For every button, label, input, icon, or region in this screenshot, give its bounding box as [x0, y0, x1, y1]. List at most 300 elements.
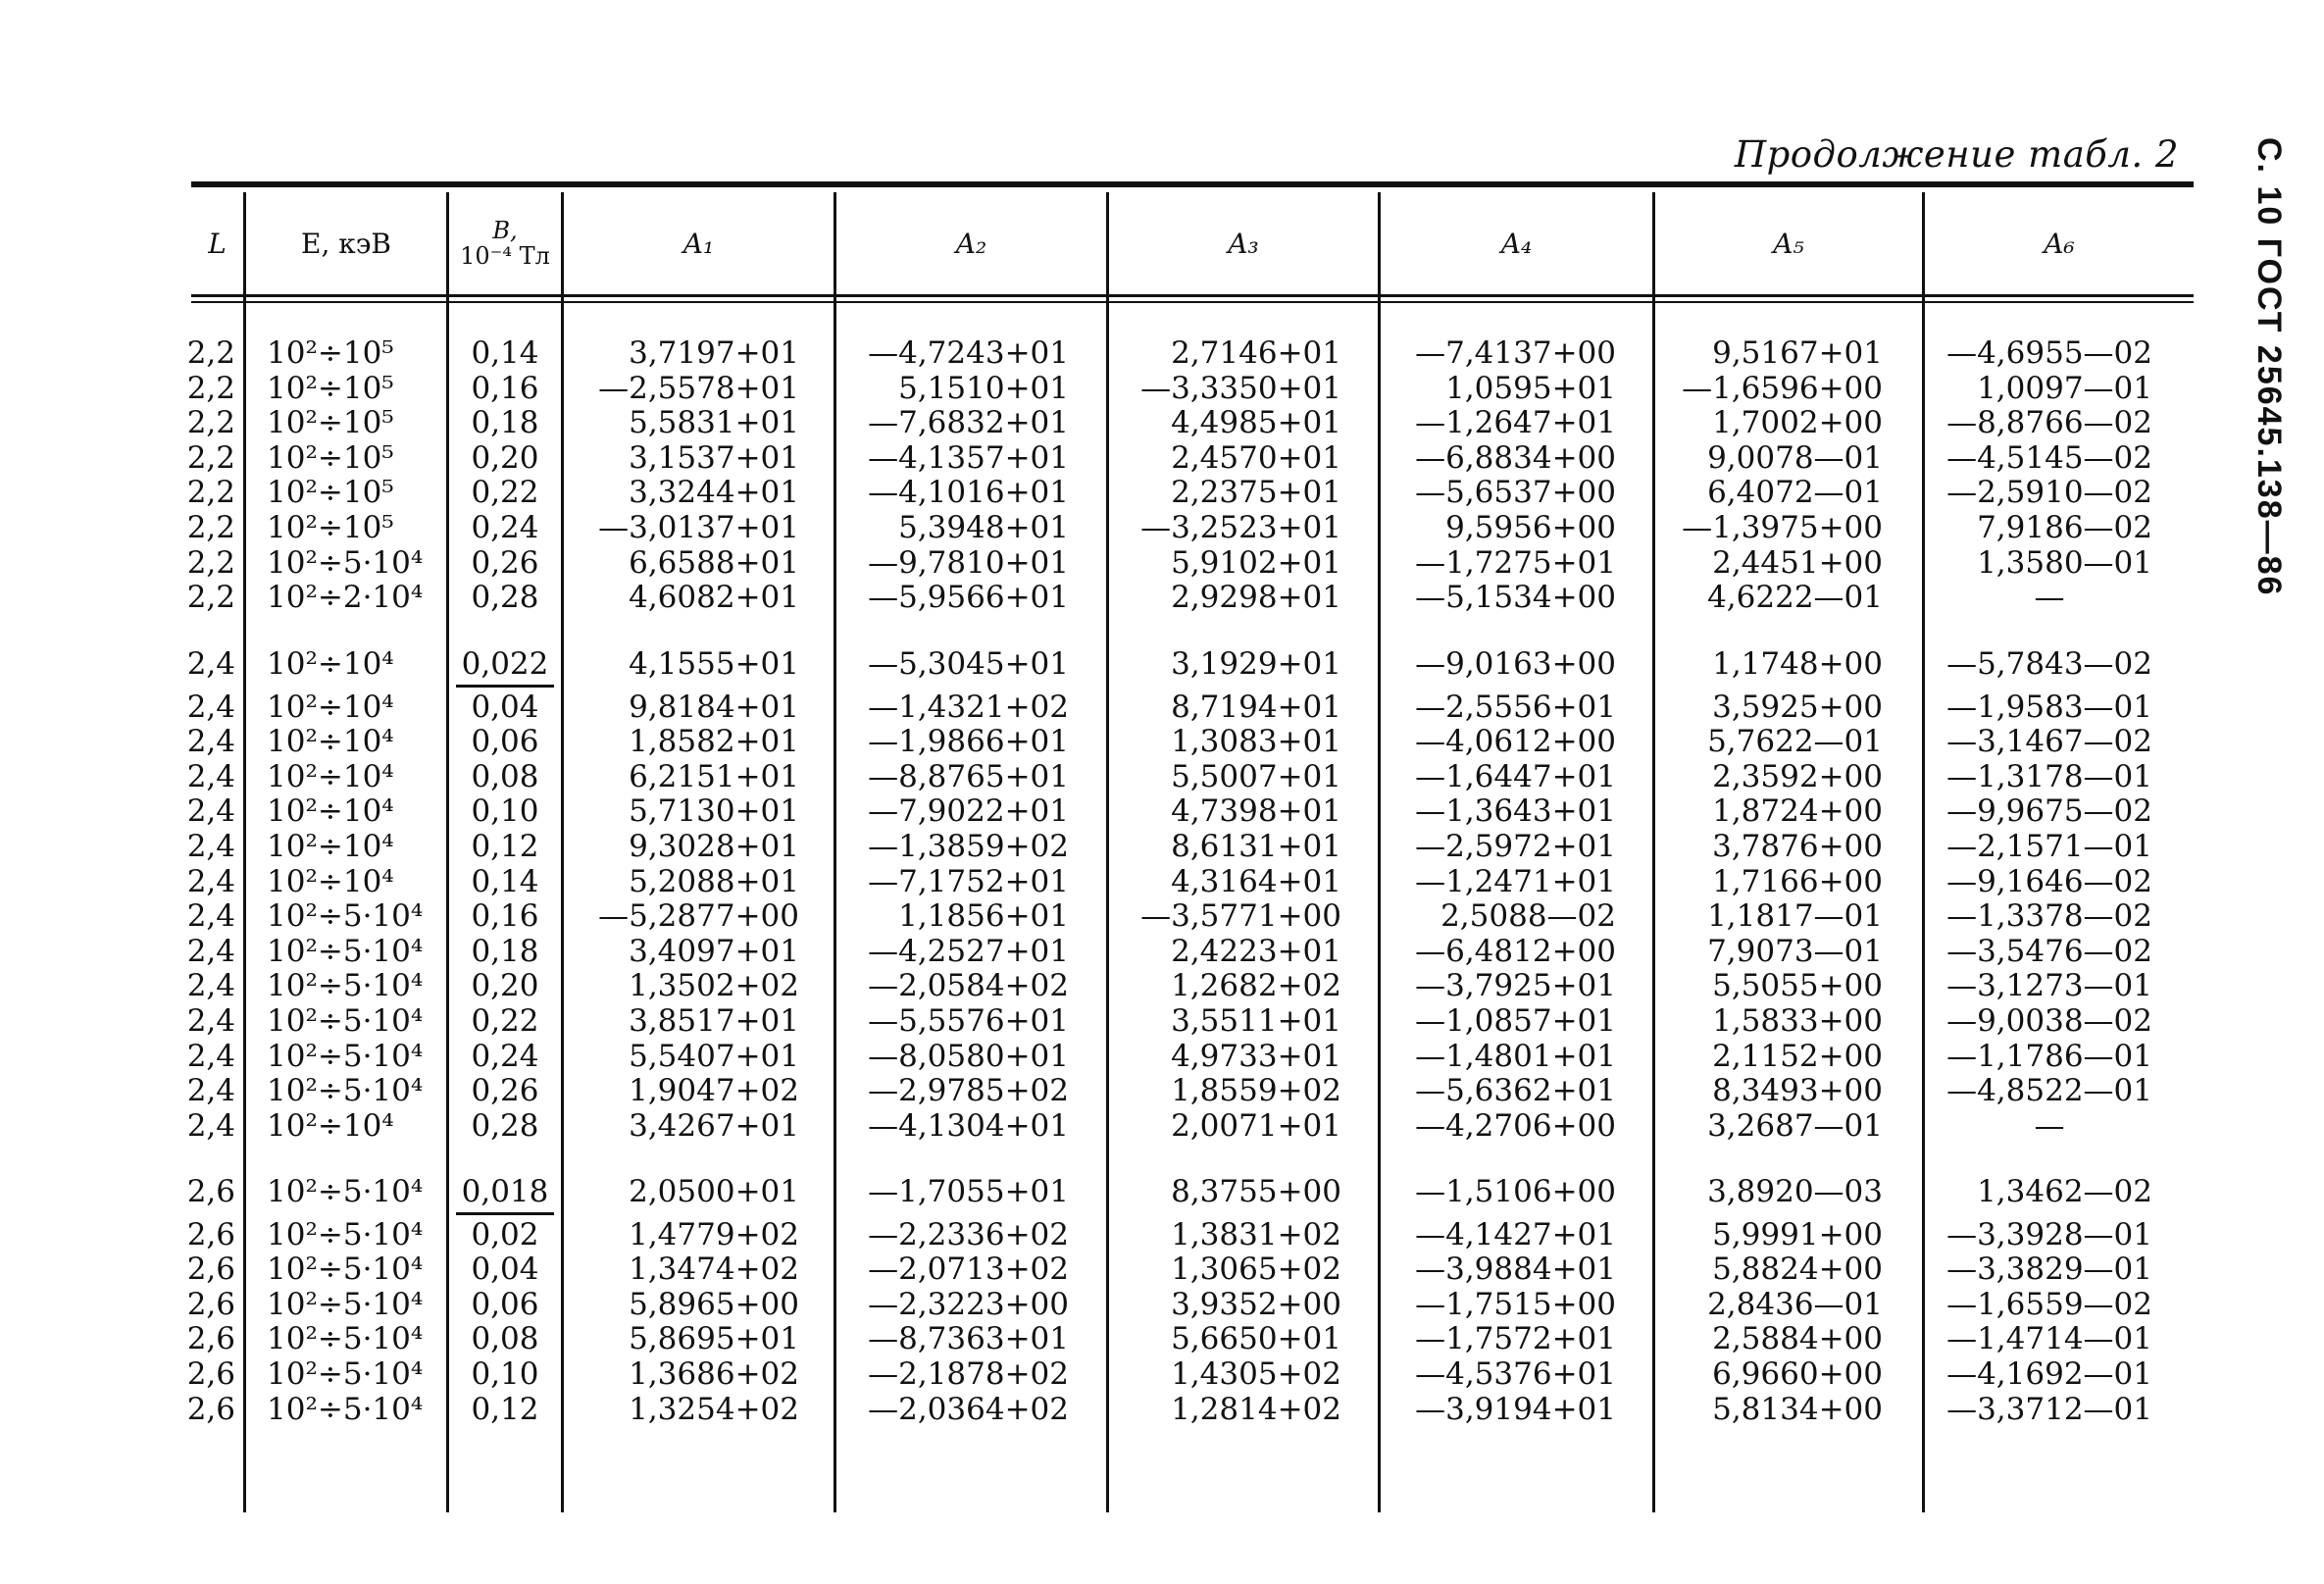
cell-A2: —4,7243+01: [868, 335, 1069, 371]
cell-A2: —2,0364+02: [868, 1392, 1069, 1427]
cell-A4: —4,2706+00: [1415, 1108, 1616, 1144]
cell-E: 10²÷5·10⁴: [267, 968, 424, 1003]
table-row: [0, 581, 2324, 615]
table-row: [0, 794, 2324, 829]
cell-A1: 5,5831+01: [629, 405, 799, 440]
cell-A1: 4,1555+01: [629, 646, 799, 682]
cell-B: 0,18: [471, 405, 539, 440]
cell-A4: —4,0612+00: [1415, 724, 1616, 759]
header-L-label: L: [208, 227, 227, 260]
cell-E: 10²÷10⁵: [267, 510, 394, 545]
header-L: [191, 192, 243, 294]
cell-A6: —3,3712—01: [1946, 1392, 2152, 1427]
cell-A3: —3,3350+01: [1140, 371, 1341, 406]
cell-A1: 3,1537+01: [629, 440, 799, 476]
cell-A4: 1,0595+01: [1445, 371, 1616, 406]
cell-A5: 3,8920—03: [1707, 1174, 1883, 1209]
cell-A5: 2,1152+00: [1712, 1039, 1883, 1074]
page-standard-reference: С. 10 ГОСТ 25645.138—86: [2250, 137, 2288, 597]
cell-L: 2,4: [186, 864, 235, 899]
table-row: [0, 441, 2324, 476]
cell-A2: —2,0584+02: [868, 968, 1069, 1003]
cell-A4: 9,5956+00: [1445, 510, 1616, 545]
cell-A2: —9,7810+01: [868, 545, 1069, 581]
cell-A1: 2,0500+01: [629, 1174, 799, 1209]
cell-L: 2,4: [186, 1039, 235, 1074]
cell-A5: 6,4072—01: [1707, 475, 1883, 510]
table-row: [0, 1357, 2324, 1392]
cell-L: 2,4: [186, 1108, 235, 1144]
cell-A5: 3,5925+00: [1712, 690, 1883, 725]
cell-A1: 4,6082+01: [629, 580, 799, 615]
cell-E: 10²÷5·10⁴: [267, 1252, 424, 1287]
cell-B: 0,04: [471, 1252, 539, 1287]
cell-A3: 5,6650+01: [1171, 1321, 1341, 1356]
cell-A1: —3,0137+01: [598, 510, 799, 545]
header-bottom-rule-secondary: [191, 301, 2194, 303]
cell-B: 0,28: [471, 580, 539, 615]
cell-E: 10²÷5·10⁴: [267, 1321, 424, 1356]
cell-B: 0,26: [471, 545, 539, 581]
cell-A6: —4,5145—02: [1946, 440, 2152, 476]
cell-E: 10²÷10⁴: [267, 829, 394, 864]
cell-A5: 5,7622—01: [1707, 724, 1883, 759]
cell-A1: 1,3474+02: [629, 1252, 799, 1287]
header-E-label: E, кэВ: [301, 227, 391, 260]
cell-A4: —1,7275+01: [1415, 545, 1616, 581]
cell-L: 2,4: [186, 829, 235, 864]
cell-A5: 1,5833+00: [1712, 1003, 1883, 1039]
cell-B: 0,18: [471, 934, 539, 969]
cell-B: 0,14: [471, 864, 539, 899]
cell-E: 10²÷10⁴: [267, 724, 394, 759]
cell-E: 10²÷5·10⁴: [267, 934, 424, 969]
cell-A3: 1,3083+01: [1171, 724, 1341, 759]
cell-A5: 3,7876+00: [1712, 829, 1883, 864]
header-B-unit: 10⁻⁴ Тл: [460, 242, 550, 270]
cell-A6: —: [2034, 580, 2065, 615]
cell-A3: 3,1929+01: [1171, 646, 1341, 682]
cell-E: 10²÷5·10⁴: [267, 545, 424, 581]
cell-A2: —8,7363+01: [868, 1321, 1069, 1356]
cell-A5: 1,1817—01: [1707, 898, 1883, 934]
cell-A4: —6,8834+00: [1415, 440, 1616, 476]
cell-E: 10²÷10⁴: [267, 759, 394, 794]
cell-L: 2,4: [186, 898, 235, 934]
cell-A4: —1,2471+01: [1415, 864, 1616, 899]
cell-A5: 1,7166+00: [1712, 864, 1883, 899]
cell-A3: 8,3755+00: [1171, 1174, 1341, 1209]
table-top-rule: [191, 181, 2194, 187]
table-row: [0, 1004, 2324, 1039]
cell-A4: —2,5556+01: [1415, 690, 1616, 725]
cell-A3: 2,7146+01: [1171, 335, 1341, 371]
cell-A1: 3,4097+01: [629, 934, 799, 969]
cell-L: 2,4: [186, 934, 235, 969]
cell-A2: —4,1357+01: [868, 440, 1069, 476]
cell-B: 0,12: [471, 829, 539, 864]
table-row: [0, 899, 2324, 934]
cell-A4: —7,4137+00: [1415, 335, 1616, 371]
cell-A1: 6,6588+01: [629, 545, 799, 581]
cell-A6: —3,3928—01: [1946, 1217, 2152, 1252]
cell-A1: 1,4779+02: [629, 1217, 799, 1252]
cell-E: 10²÷10⁵: [267, 371, 394, 406]
cell-A3: 3,5511+01: [1171, 1003, 1341, 1039]
cell-B: 0,24: [471, 1039, 539, 1074]
cell-L: 2,2: [186, 580, 235, 615]
cell-A5: 8,3493+00: [1712, 1073, 1883, 1108]
cell-A5: 1,1748+00: [1712, 646, 1883, 682]
cell-A4: —9,0163+00: [1415, 646, 1616, 682]
header-A1: [564, 192, 834, 294]
cell-A4: 2,5088—02: [1440, 898, 1616, 934]
cell-A6: —9,0038—02: [1946, 1003, 2152, 1039]
cell-A2: —2,1878+02: [868, 1356, 1069, 1392]
cell-L: 2,6: [186, 1174, 235, 1209]
cell-A5: —1,6596+00: [1682, 371, 1883, 406]
cell-E: 10²÷10⁵: [267, 475, 394, 510]
cell-A1: 9,3028+01: [629, 829, 799, 864]
cell-A3: 1,2814+02: [1171, 1392, 1341, 1427]
cell-A4: —1,3643+01: [1415, 793, 1616, 829]
cell-E: 10²÷5·10⁴: [267, 1039, 424, 1074]
table-row: [0, 725, 2324, 759]
cell-A1: —2,5578+01: [598, 371, 799, 406]
cell-A5: 5,8134+00: [1712, 1392, 1883, 1427]
cell-B: 0,14: [471, 335, 539, 371]
table-row: [0, 647, 2324, 682]
cell-B: 0,16: [471, 371, 539, 406]
cell-A1: 3,7197+01: [629, 335, 799, 371]
cell-A6: —2,5910—02: [1946, 475, 2152, 510]
cell-A5: 2,5884+00: [1712, 1321, 1883, 1356]
cell-A2: —4,1304+01: [868, 1108, 1069, 1144]
cell-L: 2,2: [186, 475, 235, 510]
cell-A3: 2,2375+01: [1171, 475, 1341, 510]
cell-A2: 5,1510+01: [898, 371, 1069, 406]
cell-B: 0,22: [471, 475, 539, 510]
cell-B: 0,08: [471, 1321, 539, 1356]
cell-A3: 2,4570+01: [1171, 440, 1341, 476]
header-E: [246, 192, 446, 294]
cell-A1: —5,2877+00: [598, 898, 799, 934]
header-A4: [1381, 192, 1652, 294]
table-row: [0, 1074, 2324, 1108]
cell-A6: —1,6559—02: [1946, 1287, 2152, 1322]
cell-A6: 1,3580—01: [1977, 545, 2152, 581]
cell-E: 10²÷5·10⁴: [267, 1174, 424, 1209]
cell-A4: —6,4812+00: [1415, 934, 1616, 969]
cell-A2: —2,9785+02: [868, 1073, 1069, 1108]
cell-L: 2,4: [186, 690, 235, 725]
cell-A1: 1,9047+02: [629, 1073, 799, 1108]
table-row: [0, 1109, 2324, 1144]
cell-A6: —4,8522—01: [1946, 1073, 2152, 1108]
header-A6: [1925, 192, 2194, 294]
cell-A6: —3,1273—01: [1946, 968, 2152, 1003]
cell-A5: 3,2687—01: [1707, 1108, 1883, 1144]
cell-A5: 6,9660+00: [1712, 1356, 1883, 1392]
table-row: [0, 372, 2324, 406]
cell-A1: 5,5407+01: [629, 1039, 799, 1074]
cell-A1: 3,4267+01: [629, 1108, 799, 1144]
table-row: [0, 546, 2324, 581]
header-A3-label: A₃: [1228, 227, 1259, 260]
header-A2: [836, 192, 1106, 294]
cell-A1: 5,2088+01: [629, 864, 799, 899]
cell-A6: —1,3378—02: [1946, 898, 2152, 934]
cell-L: 2,4: [186, 1073, 235, 1108]
table-row: [0, 511, 2324, 545]
cell-A2: —7,9022+01: [868, 793, 1069, 829]
cell-A1: 6,2151+01: [629, 759, 799, 794]
cell-A5: 5,5055+00: [1712, 968, 1883, 1003]
cell-A6: —5,7843—02: [1946, 646, 2152, 682]
cell-A4: —1,7515+00: [1415, 1287, 1616, 1322]
cell-L: 2,6: [186, 1392, 235, 1427]
cell-A3: 1,8559+02: [1171, 1073, 1341, 1108]
cell-A3: 1,3831+02: [1171, 1217, 1341, 1252]
cell-A3: 1,4305+02: [1171, 1356, 1341, 1392]
cell-A3: 8,7194+01: [1171, 690, 1341, 725]
cell-A2: —2,2336+02: [868, 1217, 1069, 1252]
cell-B: 0,10: [471, 793, 539, 829]
table-row: [0, 406, 2324, 440]
cell-E: 10²÷5·10⁴: [267, 898, 424, 934]
cell-A6: 7,9186—02: [1977, 510, 2152, 545]
cell-E: 10²÷10⁵: [267, 440, 394, 476]
cell-A6: —9,1646—02: [1946, 864, 2152, 899]
cell-B: 0,24: [471, 510, 539, 545]
cell-B: 0,06: [471, 1287, 539, 1322]
cell-A5: 7,9073—01: [1707, 934, 1883, 969]
cell-E: 10²÷10⁵: [267, 405, 394, 440]
table-row: [0, 935, 2324, 969]
cell-L: 2,4: [186, 759, 235, 794]
cell-A6: 1,3462—02: [1977, 1174, 2152, 1209]
table-row: [0, 969, 2324, 1003]
cell-A6: —1,4714—01: [1946, 1321, 2152, 1356]
cell-A6: —9,9675—02: [1946, 793, 2152, 829]
cell-B: 0,22: [471, 1003, 539, 1039]
cell-A4: —1,2647+01: [1415, 405, 1616, 440]
table-row: [0, 1252, 2324, 1287]
cell-A4: —1,4801+01: [1415, 1039, 1616, 1074]
table-row: [0, 690, 2324, 725]
cell-B: 0,04: [471, 690, 539, 725]
cell-A2: —8,0580+01: [868, 1039, 1069, 1074]
cell-A2: —4,1016+01: [868, 475, 1069, 510]
cell-A5: 5,9991+00: [1712, 1217, 1883, 1252]
cell-A5: 2,4451+00: [1712, 545, 1883, 581]
cell-A1: 5,8965+00: [629, 1287, 799, 1322]
cell-B: 0,018: [461, 1174, 549, 1209]
cell-E: 10²÷10⁴: [267, 1108, 394, 1144]
cell-A6: —2,1571—01: [1946, 829, 2152, 864]
cell-A6: —1,1786—01: [1946, 1039, 2152, 1074]
header-B-symbol: B,: [492, 217, 518, 244]
table-row: [0, 1393, 2324, 1427]
cell-A1: 1,3254+02: [629, 1392, 799, 1427]
cell-A3: 2,0071+01: [1171, 1108, 1341, 1144]
cell-A5: —1,3975+00: [1682, 510, 1883, 545]
header-A3: [1109, 192, 1378, 294]
cell-A5: 1,7002+00: [1712, 405, 1883, 440]
cell-L: 2,6: [186, 1287, 235, 1322]
cell-A3: 1,3065+02: [1171, 1252, 1341, 1287]
cell-E: 10²÷5·10⁴: [267, 1003, 424, 1039]
cell-A4: —3,7925+01: [1415, 968, 1616, 1003]
cell-L: 2,2: [186, 440, 235, 476]
cell-A4: —3,9884+01: [1415, 1252, 1616, 1287]
cell-A3: 5,5007+01: [1171, 759, 1341, 794]
table-row: [0, 865, 2324, 899]
table-row: [0, 1288, 2324, 1322]
cell-A1: 1,8582+01: [629, 724, 799, 759]
table-row: [0, 1218, 2324, 1252]
cell-L: 2,2: [186, 405, 235, 440]
cell-A6: —3,3829—01: [1946, 1252, 2152, 1287]
cell-E: 10²÷5·10⁴: [267, 1217, 424, 1252]
cell-A6: —1,3178—01: [1946, 759, 2152, 794]
cell-B: 0,08: [471, 759, 539, 794]
cell-A6: —8,8766—02: [1946, 405, 2152, 440]
cell-E: 10²÷10⁵: [267, 335, 394, 371]
cell-L: 2,6: [186, 1252, 235, 1287]
cell-L: 2,6: [186, 1321, 235, 1356]
table-row: [0, 760, 2324, 794]
cell-A2: —2,0713+02: [868, 1252, 1069, 1287]
cell-B: 0,022: [461, 646, 549, 682]
cell-A2: —7,6832+01: [868, 405, 1069, 440]
table-row: [0, 1322, 2324, 1356]
cell-A4: —3,9194+01: [1415, 1392, 1616, 1427]
cell-L: 2,6: [186, 1356, 235, 1392]
cell-L: 2,2: [186, 371, 235, 406]
cell-A6: 1,0097—01: [1977, 371, 2152, 406]
cell-L: 2,2: [186, 545, 235, 581]
cell-A1: 3,8517+01: [629, 1003, 799, 1039]
cell-A2: —5,9566+01: [868, 580, 1069, 615]
cell-A5: 5,8824+00: [1712, 1252, 1883, 1287]
cell-A6: —1,9583—01: [1946, 690, 2152, 725]
header-bottom-rule: [191, 294, 2194, 297]
cell-A3: —3,5771+00: [1140, 898, 1341, 934]
cell-A5: 2,8436—01: [1707, 1287, 1883, 1322]
table-continuation-caption: Продолжение табл. 2: [1734, 133, 2179, 176]
cell-A4: —5,6362+01: [1415, 1073, 1616, 1108]
cell-A2: —7,1752+01: [868, 864, 1069, 899]
cell-A6: —3,1467—02: [1946, 724, 2152, 759]
cell-B: 0,10: [471, 1356, 539, 1392]
cell-A4: —4,1427+01: [1415, 1217, 1616, 1252]
cell-A1: 1,3686+02: [629, 1356, 799, 1392]
cell-A1: 1,3502+02: [629, 968, 799, 1003]
cell-B: 0,16: [471, 898, 539, 934]
cell-B: 0,20: [471, 968, 539, 1003]
cell-A5: 9,5167+01: [1712, 335, 1883, 371]
cell-B: 0,26: [471, 1073, 539, 1108]
cell-L: 2,4: [186, 968, 235, 1003]
cell-A2: —1,7055+01: [868, 1174, 1069, 1209]
header-A6-label: A₆: [2044, 227, 2075, 260]
table-row: [0, 336, 2324, 371]
cell-A3: 2,4223+01: [1171, 934, 1341, 969]
cell-E: 10²÷5·10⁴: [267, 1356, 424, 1392]
header-A5: [1655, 192, 1922, 294]
cell-A5: 2,3592+00: [1712, 759, 1883, 794]
cell-A3: 5,9102+01: [1171, 545, 1341, 581]
header-A4-label: A₄: [1500, 227, 1533, 260]
cell-E: 10²÷10⁴: [267, 646, 394, 682]
cell-A3: 4,7398+01: [1171, 793, 1341, 829]
cell-L: 2,4: [186, 1003, 235, 1039]
b-value-underline: [456, 1212, 554, 1215]
cell-A6: —4,6955—02: [1946, 335, 2152, 371]
cell-A2: —1,9866+01: [868, 724, 1069, 759]
cell-E: 10²÷10⁴: [267, 690, 394, 725]
cell-A2: —5,5576+01: [868, 1003, 1069, 1039]
cell-A2: —4,2527+01: [868, 934, 1069, 969]
header-A2-label: A₂: [955, 227, 987, 260]
cell-L: 2,4: [186, 724, 235, 759]
cell-A2: 1,1856+01: [898, 898, 1069, 934]
cell-L: 2,6: [186, 1217, 235, 1252]
cell-A2: —1,4321+02: [868, 690, 1069, 725]
cell-A6: —: [2034, 1108, 2065, 1144]
cell-A1: 3,3244+01: [629, 475, 799, 510]
cell-A1: 5,7130+01: [629, 793, 799, 829]
cell-A3: 4,9733+01: [1171, 1039, 1341, 1074]
header-B: [449, 192, 561, 294]
cell-A5: 4,6222—01: [1707, 580, 1883, 615]
table-row: [0, 830, 2324, 864]
table-row: [0, 1040, 2324, 1074]
cell-A3: —3,2523+01: [1140, 510, 1341, 545]
cell-A3: 1,2682+02: [1171, 968, 1341, 1003]
cell-A5: 1,8724+00: [1712, 793, 1883, 829]
cell-E: 10²÷10⁴: [267, 864, 394, 899]
cell-A2: —2,3223+00: [868, 1287, 1069, 1322]
cell-A3: 4,4985+01: [1171, 405, 1341, 440]
cell-L: 2,2: [186, 335, 235, 371]
cell-E: 10²÷5·10⁴: [267, 1287, 424, 1322]
cell-A2: —1,3859+02: [868, 829, 1069, 864]
header-A1-label: A₁: [682, 227, 715, 260]
cell-A6: —4,1692—01: [1946, 1356, 2152, 1392]
cell-A4: —2,5972+01: [1415, 829, 1616, 864]
cell-A2: —5,3045+01: [868, 646, 1069, 682]
cell-A4: —1,6447+01: [1415, 759, 1616, 794]
cell-A2: 5,3948+01: [898, 510, 1069, 545]
cell-B: 0,02: [471, 1217, 539, 1252]
cell-E: 10²÷5·10⁴: [267, 1073, 424, 1108]
cell-B: 0,06: [471, 724, 539, 759]
cell-A4: —1,5106+00: [1415, 1174, 1616, 1209]
header-A5-label: A₅: [1773, 227, 1804, 260]
cell-A4: —5,1534+00: [1415, 580, 1616, 615]
cell-A3: 2,9298+01: [1171, 580, 1341, 615]
cell-L: 2,4: [186, 646, 235, 682]
cell-A2: —8,8765+01: [868, 759, 1069, 794]
cell-B: 0,20: [471, 440, 539, 476]
cell-E: 10²÷10⁴: [267, 793, 394, 829]
cell-B: 0,12: [471, 1392, 539, 1427]
cell-A4: —4,5376+01: [1415, 1356, 1616, 1392]
cell-A6: —3,5476—02: [1946, 934, 2152, 969]
table-row: [0, 476, 2324, 510]
